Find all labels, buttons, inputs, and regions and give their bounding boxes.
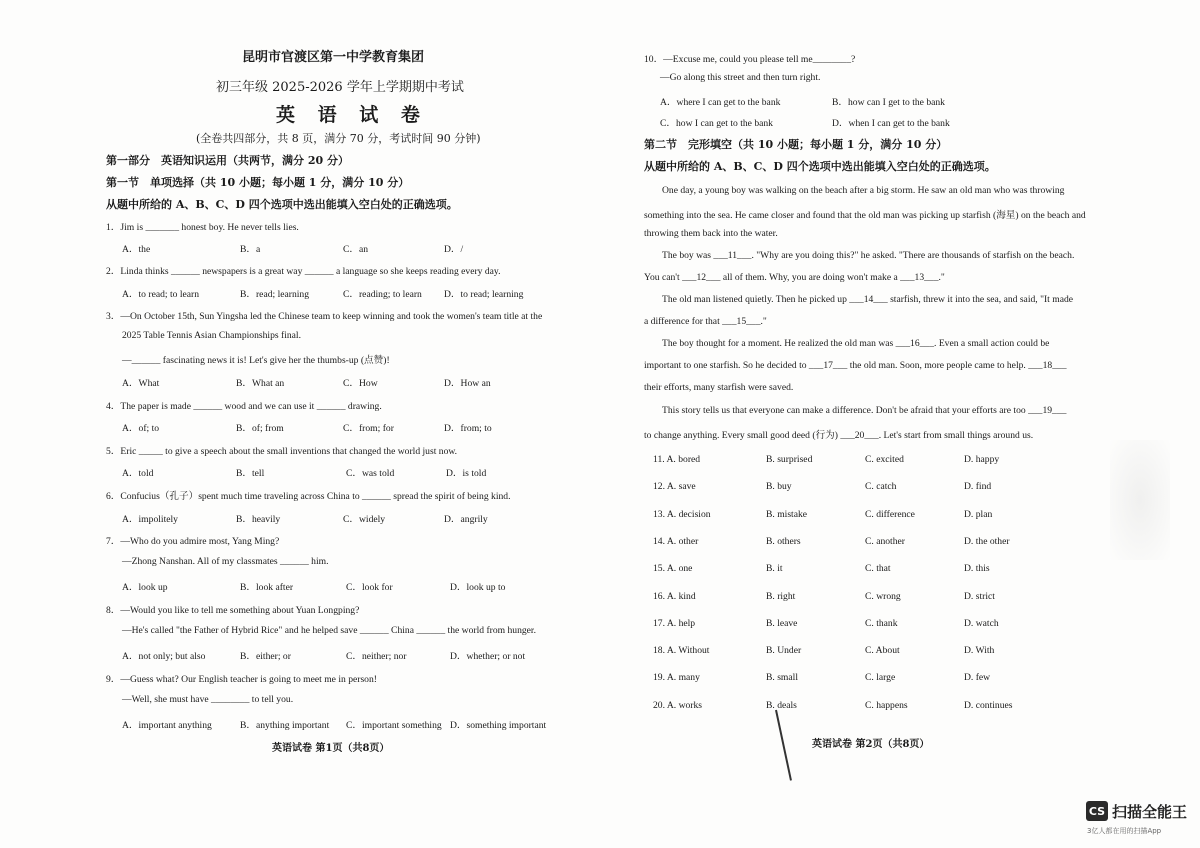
q1-option-a: A．the [122,244,151,255]
passage-line: The boy was ___11___. "Why are you doing this?" he asked. "There are thousands of starfish on the beach. [662,250,1075,261]
cloze-option: B. leave [766,617,798,629]
q8-option-a: A．not only; but also [122,651,206,662]
section2-instructions: 从题中所给的 A、B、C、D 四个选项中选出能填入空白处的正确选项。 [644,160,996,173]
q10-option-a: A．where I can get to the bank [660,97,781,108]
q8-stem-line2: —He's called "the Father of Hybrid Rice" and he helped save ______ China ______ the world from hunger. [122,625,536,636]
q10-option-d: D．when I can get to the bank [832,118,950,129]
q5-option-a: A．told [122,468,154,479]
cloze-option: C. About [865,645,900,657]
q3-stem-line2: 2025 Table Tennis Asian Championships final. [122,330,301,341]
cloze-option: B. surprised [766,454,813,465]
cloze-option: B. small [766,672,798,684]
q7-option-a: A．look up [122,582,168,593]
q6-stem: 6．Confucius（孔子）spent much time traveling across China to ______ spread the spirit of being kind. [106,491,511,502]
q2-option-d: D．to read; learning [444,289,524,300]
page-footer-1: 英语试卷 第1页（共8页） [272,743,390,754]
camscanner-logo-icon: CS [1086,801,1108,821]
passage-line: a difference for that ___15___." [644,316,767,327]
cloze-option: 13. A. decision [653,508,711,520]
q4-option-a: A．of; to [122,423,160,434]
cloze-option: 20. A. works [653,699,703,711]
q5-option-c: C．was told [346,468,395,479]
q9-option-b: B．anything important [240,720,330,731]
passage-line: The old man listened quietly. Then he picked up ___14___ starfish, threw it into the sea, and said, "It made [662,294,1074,305]
page-footer-2: 英语试卷 第2页（共8页） [812,739,930,750]
section2-title: 第二节 完形填空（共 10 小题；每小题 1 分，满分 10 分） [644,138,948,151]
q7-stem-line2: —Zhong Nanshan. All of my classmates ______ him. [122,556,329,567]
cloze-option: C. difference [865,508,915,520]
q1-option-c: C．an [343,244,369,255]
cloze-option: D. find [964,481,992,493]
q6-option-b: B．heavily [236,514,281,525]
cloze-option: D. the other [964,535,1010,547]
q3-stem-line3: —______ fascinating news it is! Let's give her the thumbs-up (点赞)! [122,355,390,366]
q5-option-d: D．is told [446,468,487,479]
cloze-option: D. strict [964,590,995,602]
cloze-option: 17. A. help [653,617,696,629]
cloze-option: C. catch [865,481,897,493]
q7-option-d: D．look up to [450,582,506,593]
section1-instructions: 从题中所给的 A、B、C、D 四个选项中选出能填入空白处的正确选项。 [106,198,458,211]
q9-option-a: A．important anything [122,720,212,731]
passage-line: This story tells us that everyone can make a difference. Don't be afraid that your efforts are too ___19___ [662,405,1067,416]
cloze-option: B. others [766,535,801,547]
school-name: 昆明市官渡区第一中学教育集团 [242,50,425,65]
q8-option-d: D．whether; or not [450,651,526,662]
q2-option-b: B．read; learning [240,289,309,300]
subject-title: 英 语 试 卷 [276,104,428,126]
q3-option-d: D．How an [444,378,491,389]
cloze-option: B. Under [766,645,802,657]
passage-line: One day, a young boy was walking on the beach after a big storm. He saw an old man who was throwing [662,185,1065,196]
cloze-option: 15. A. one [653,563,693,575]
cloze-option: C. another [865,535,905,547]
passage-line: throwing them back into the water. [644,228,778,239]
cloze-option: B. mistake [766,508,808,520]
cloze-option: 19. A. many [653,672,700,684]
q6-option-d: D．angrily [444,514,488,525]
q7-option-c: C．look for [346,582,393,593]
cloze-option: B. buy [766,481,792,493]
q1-stem: 1．Jim is _______ honest boy. He never tells lies. [106,222,299,233]
q9-stem-line2: —Well, she must have ________ to tell you. [122,694,294,705]
q2-option-c: C．reading; to learn [343,289,422,300]
q4-stem: 4．The paper is made ______ wood and we can use it ______ drawing. [106,401,382,412]
cloze-option: 14. A. other [653,535,699,547]
q8-option-b: B．either; or [240,651,291,662]
q1-option-b: B．a [240,244,261,255]
q10-stem-line2: —Go along this street and then turn right. [660,72,821,83]
page-2 [600,0,1200,848]
cloze-option: B. deals [766,699,797,711]
q10-option-c: C．how I can get to the bank [660,118,773,129]
q9-stem-line1: 9．—Guess what? Our English teacher is going to meet me in person! [106,674,377,685]
cloze-option: C. happens [865,699,908,711]
cloze-option: 12. A. save [653,481,696,493]
cloze-option: D. continues [964,699,1013,711]
q10-stem-line1: 10．—Excuse me, could you please tell me________? [644,54,856,65]
q10-option-b: B．how can I get to the bank [832,97,945,108]
passage-line: something into the sea. He came closer and found that the old man was picking up starfish (海星) on the beach and [644,210,1086,221]
q5-option-b: B．tell [236,468,265,479]
passage-line: You can't ___12___ all of them. Why, you are doing won't make a ___13___." [644,272,945,283]
cloze-option: C. large [865,672,896,684]
q8-stem-line1: 8．—Would you like to tell me something about Yuan Longping? [106,605,360,616]
q3-option-b: B．What an [236,378,285,389]
watermark-name: 扫描全能王 [1112,803,1188,821]
passage-line: to change anything. Every small good deed (行为) ___20___. Let's start from small things around us. [644,430,1034,441]
cloze-option: 11. A. bored [653,454,701,465]
cloze-option: D. happy [964,454,1000,465]
cloze-option: D. watch [964,617,999,629]
q4-option-b: B．of; from [236,423,284,434]
exam-info: (全卷共四部分，共 8 页，满分 70 分，考试时间 90 分钟) [196,132,481,145]
cloze-option: B. right [766,590,796,602]
q6-option-c: C．widely [343,514,386,525]
passage-line: important to one starfish. So he decided to ___17___ the old man. Soon, more people came to help. ___18___ [644,360,1067,371]
q3-option-c: C．How [343,378,378,389]
cloze-option: D. this [964,563,990,575]
exam-title: 初三年级 2025-2026 学年上学期期中考试 [216,80,464,95]
q9-option-d: D．something important [450,720,547,731]
q2-option-a: A．to read; to learn [122,289,199,300]
q8-option-c: C．neither; nor [346,651,407,662]
q7-stem-line1: 7．—Who do you admire most, Yang Ming? [106,536,280,547]
q1-option-d: D．/ [444,244,464,255]
passage-line: their efforts, many starfish were saved. [644,382,794,393]
q3-stem-line1: 3．—On October 15th, Sun Yingsha led the Chinese team to keep winning and took the women's team title at the [106,311,543,322]
cloze-option: 18. A. Without [653,645,710,657]
passage-line: The boy thought for a moment. He realized the old man was ___16___. Even a small action could be [662,338,1050,349]
cloze-option: C. that [865,563,891,575]
q4-option-c: C．from; for [343,423,394,434]
q6-option-a: A．impolitely [122,514,178,525]
q2-stem: 2．Linda thinks ______ newspapers is a great way ______ a language so she keeps reading every day. [106,266,501,277]
section1-title: 第一节 单项选择（共 10 小题；每小题 1 分，满分 10 分） [106,176,410,189]
cloze-option: D. plan [964,508,993,520]
q5-stem: 5．Eric _____ to give a speech about the small inventions that changed the world just now. [106,446,458,457]
cloze-option: C. excited [865,454,904,465]
cloze-option: C. wrong [865,590,901,602]
q4-option-d: D．from; to [444,423,492,434]
q7-option-b: B．look after [240,582,294,593]
part1-title: 第一部分 英语知识运用（共两节，满分 20 分） [106,154,349,167]
watermark-subtitle: 3亿人都在用的扫描App [1087,827,1162,835]
cloze-option: 16. A. kind [653,590,696,602]
cloze-option: D. few [964,672,991,684]
cloze-option: C. thank [865,617,898,629]
q9-option-c: C．important something [346,720,442,731]
scan-shadow [1110,440,1170,560]
q3-option-a: A．What [122,378,160,389]
cloze-option: D. With [964,645,995,657]
cloze-option: B. it [766,563,783,575]
